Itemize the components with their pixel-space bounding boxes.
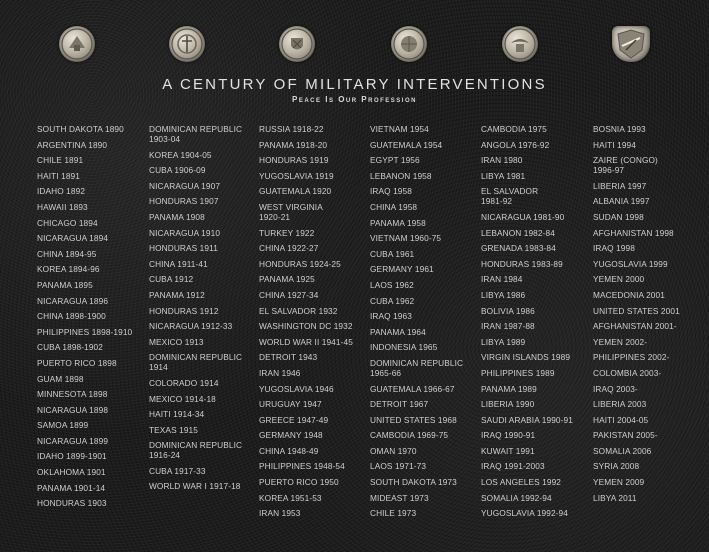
intervention-entry: SYRIA 2008 [593,461,640,472]
intervention-entry: VIRGIN ISLANDS 1989 [481,352,571,363]
intervention-entry: CAMBODIA 1975 [481,124,547,134]
intervention-entry: DETROIT 1943 [259,352,318,363]
intervention-entry: DOMINICAN REPUBLIC 1903-04 [149,124,243,144]
intervention-entry: URUGUAY 1947 [259,399,322,410]
intervention-entry: IRAN 1987-88 [481,321,535,332]
intervention-entry: OMAN 1970 [370,445,417,456]
intervention-entry: MINNESOTA 1898 [37,389,108,400]
intervention-entry: CHILE 1973 [370,508,417,519]
intervention-entry: IRAQ 1998 [593,243,635,254]
intervention-entry: KUWAIT 1991 [481,445,535,456]
coast-guard-seal-icon [279,26,315,62]
intervention-entry: LIBYA 2011 [593,492,637,503]
intervention-entry: SOUTH DAKOTA 1973 [370,477,457,488]
intervention-column-5 [481,124,593,524]
service-seals-row [0,26,709,66]
intervention-entry: PANAMA 1925 [259,274,315,285]
intervention-entry: LEBANON 1982-84 [481,227,555,238]
intervention-entry: COLORADO 1914 [149,377,219,388]
strategic-air-command-shield-icon [612,26,650,62]
intervention-entry: MEXICO 1913 [149,336,204,347]
intervention-entry: NICARAGUA 1898 [37,404,109,415]
intervention-entry: PUERTO RICO 1950 [259,477,339,488]
intervention-column-1 [37,124,149,514]
intervention-entry: GUATEMALA 1966-67 [370,383,455,394]
intervention-entry: PANAMA 1964 [370,326,426,337]
intervention-entry: ALBANIA 1997 [593,196,650,207]
intervention-entry: DOMINICAN REPUBLIC 1914 [149,352,243,373]
intervention-entry: YEMEN 2009 [593,477,645,488]
intervention-entry: HAITI 1994 [593,139,636,150]
intervention-entry: LIBYA 1989 [481,336,526,347]
intervention-entry: LIBERIA 1990 [481,399,535,410]
intervention-entry: KOREA 1951-53 [259,492,322,503]
intervention-entry: ARGENTINA 1890 [37,139,108,150]
intervention-entry: PANAMA 1895 [37,279,93,290]
intervention-entry: IRAQ 2003- [593,383,638,394]
intervention-entry: UNITED STATES 1968 [370,414,457,425]
intervention-entry: GERMANY 1961 [370,264,434,275]
intervention-entry: PHILIPPINES 1898-1910 [37,326,133,337]
intervention-entry: MEXICO 1914-18 [149,393,216,404]
intervention-entry: TURKEY 1922 [259,227,315,238]
intervention-entry: CUBA 1917-33 [149,465,206,476]
intervention-entry: IDAHO 1892 [37,186,86,197]
intervention-entry: PANAMA 1918-20 [259,139,328,150]
intervention-entry: CUBA 1961 [370,248,415,259]
intervention-entry: YEMEN 2000 [593,274,645,285]
intervention-entry: LOS ANGELES 1992 [481,477,562,488]
intervention-entry: DOMINICAN REPUBLIC 1916-24 [149,440,243,461]
intervention-entry: IRAQ 1963 [370,311,412,322]
intervention-entry: KOREA 1904-05 [149,149,212,160]
intervention-entry: LIBERIA 1997 [593,180,647,191]
intervention-entry: INDONESIA 1965 [370,342,438,353]
intervention-entry: PANAMA 1989 [481,383,537,394]
intervention-entry: GUAM 1898 [37,373,84,384]
intervention-entry: CHINA 1948-49 [259,445,319,456]
intervention-entry: IRAN 1946 [259,367,301,378]
intervention-entry: IRAN 1980 [481,155,523,166]
intervention-entry: YUGOSLAVIA 1946 [259,383,334,394]
air-force-seal-icon [502,26,538,62]
intervention-entry: VIETNAM 1954 [370,124,429,134]
intervention-entry: VIETNAM 1960-75 [370,233,442,244]
intervention-entry: CHINA 1898-1900 [37,311,106,322]
intervention-entry: HONDURAS 1919 [259,155,329,166]
intervention-entry: NICARAGUA 1912-33 [149,321,233,332]
army-seal-icon [59,26,95,62]
intervention-entry: HAITI 1891 [37,170,80,181]
intervention-entry: PANAMA 1908 [149,211,205,222]
intervention-entry: PAKISTAN 2005- [593,430,658,441]
intervention-entry: NICARAGUA 1907 [149,180,221,191]
intervention-entry: CHINA 1911-41 [149,258,208,269]
intervention-entry: IRAQ 1958 [370,186,412,197]
memorial-title: A CENTURY OF MILITARY INTERVENTIONS [162,76,547,93]
intervention-entry: MACEDONIA 2001 [593,289,665,300]
intervention-entry: HONDURAS 1911 [149,243,218,254]
intervention-entry: EL SALVADOR 1981-92 [481,186,539,207]
intervention-entry: GRENADA 1983-84 [481,243,556,254]
intervention-entry: DOMINICAN REPUBLIC 1965-66 [370,357,464,378]
intervention-entry: EGYPT 1956 [370,155,420,166]
intervention-entry: NICARAGUA 1894 [37,233,109,244]
intervention-entry: CUBA 1906-09 [149,165,206,176]
intervention-entry: CHILE 1891 [37,155,84,166]
intervention-column-4 [370,124,482,524]
intervention-entry: MIDEAST 1973 [370,492,429,503]
intervention-entry: AFGHANISTAN 1998 [593,227,674,238]
intervention-entry: ANGOLA 1976-92 [481,139,550,150]
intervention-entry: NICARAGUA 1910 [149,227,221,238]
intervention-entry: LIBYA 1981 [481,170,526,181]
intervention-entry: LAOS 1962 [370,279,414,290]
intervention-entry: BOLIVIA 1986 [481,305,535,316]
intervention-entry: GREECE 1947-49 [259,414,329,425]
intervention-entry: SOMALIA 2006 [593,445,652,456]
intervention-entry: WEST VIRGINIA 1920-21 [259,201,323,222]
intervention-entry: CHINA 1894-95 [37,248,97,259]
intervention-entry: PHILIPPINES 1948-54 [259,461,345,472]
intervention-entry: CHINA 1958 [370,201,418,212]
intervention-entry: GUATEMALA 1920 [259,186,332,197]
intervention-entry: BOSNIA 1993 [593,124,646,134]
navy-seal-icon [169,26,205,62]
intervention-entry: WORLD WAR II 1941-45 [259,336,353,347]
intervention-entry: CUBA 1898-1902 [37,342,103,353]
intervention-entry: ZAIRE (CONGO) 1996-97 [593,155,658,176]
intervention-column-2 [149,124,261,497]
intervention-entry: PHILIPPINES 1989 [481,367,555,378]
intervention-entry: HAITI 2004-05 [593,414,649,425]
intervention-entry: NICARAGUA 1899 [37,435,109,446]
intervention-entry: LIBYA 1986 [481,289,526,300]
intervention-entry: GUATEMALA 1954 [370,139,443,150]
intervention-column-3 [259,124,371,524]
intervention-entry: CAMBODIA 1969-75 [370,430,449,441]
intervention-entry: YEMEN 2002- [593,336,648,347]
intervention-entry: PUERTO RICO 1898 [37,357,117,368]
intervention-entry: NICARAGUA 1896 [37,295,109,306]
intervention-entry: IRAQ 1990-91 [481,430,536,441]
intervention-entry: IRAQ 1991-2003 [481,461,545,472]
intervention-entry: LIBERIA 2003 [593,399,647,410]
intervention-entry: DETROIT 1967 [370,399,429,410]
intervention-entry: HONDURAS 1903 [37,498,107,509]
intervention-entry: TEXAS 1915 [149,424,198,435]
intervention-entry: KOREA 1894-96 [37,264,100,275]
intervention-entry: OKLAHOMA 1901 [37,467,106,478]
intervention-entry: HONDURAS 1983-89 [481,258,563,269]
intervention-entry: HAWAII 1893 [37,201,88,212]
intervention-entry: HONDURAS 1912 [149,305,219,316]
intervention-entry: PANAMA 1958 [370,217,426,228]
intervention-entry: SUDAN 1998 [593,211,644,222]
intervention-entry: WASHINGTON DC 1932 [259,321,353,332]
intervention-entry: GERMANY 1948 [259,430,323,441]
intervention-entry: EL SALVADOR 1932 [259,305,338,316]
intervention-entry: CUBA 1962 [370,295,415,306]
intervention-entry: YUGOSLAVIA 1992-94 [481,508,568,519]
intervention-entry: LAOS 1971-73 [370,461,427,472]
intervention-entry: HONDURAS 1907 [149,196,219,207]
intervention-entry: CHICAGO 1894 [37,217,98,228]
intervention-entry: PHILIPPINES 2002- [593,352,670,363]
intervention-entry: COLOMBIA 2003- [593,367,662,378]
intervention-entry: RUSSIA 1918-22 [259,124,324,134]
intervention-entry: HONDURAS 1924-25 [259,258,341,269]
memorial-subtitle: Peace Is Our Profession [292,95,417,104]
intervention-entry: PANAMA 1901-14 [37,482,106,493]
intervention-column-6 [593,124,705,508]
intervention-entry: SAMOA 1899 [37,420,89,431]
intervention-entry: SOUTH DAKOTA 1890 [37,124,124,134]
intervention-entry: IRAN 1984 [481,274,523,285]
intervention-entry: IRAN 1953 [259,508,301,519]
intervention-entry: HAITI 1914-34 [149,409,205,420]
intervention-entry: AFGHANISTAN 2001- [593,321,677,332]
marine-corps-seal-icon [391,26,427,62]
intervention-entry: UNITED STATES 2001 [593,305,680,316]
intervention-entry: CHINA 1922-27 [259,243,319,254]
intervention-entry: YUGOSLAVIA 1919 [259,170,334,181]
intervention-entry: PANAMA 1912 [149,289,205,300]
intervention-entry: CHINA 1927-34 [259,289,319,300]
intervention-entry: WORLD WAR I 1917-18 [149,481,241,492]
intervention-entry: LEBANON 1958 [370,170,432,181]
intervention-entry: SAUDI ARABIA 1990-91 [481,414,573,425]
intervention-entry: SOMALIA 1992-94 [481,492,552,503]
intervention-entry: IDAHO 1899-1901 [37,451,107,462]
intervention-entry: CUBA 1912 [149,274,194,285]
intervention-entry: YUGOSLAVIA 1999 [593,258,668,269]
intervention-entry: NICARAGUA 1981-90 [481,211,565,222]
